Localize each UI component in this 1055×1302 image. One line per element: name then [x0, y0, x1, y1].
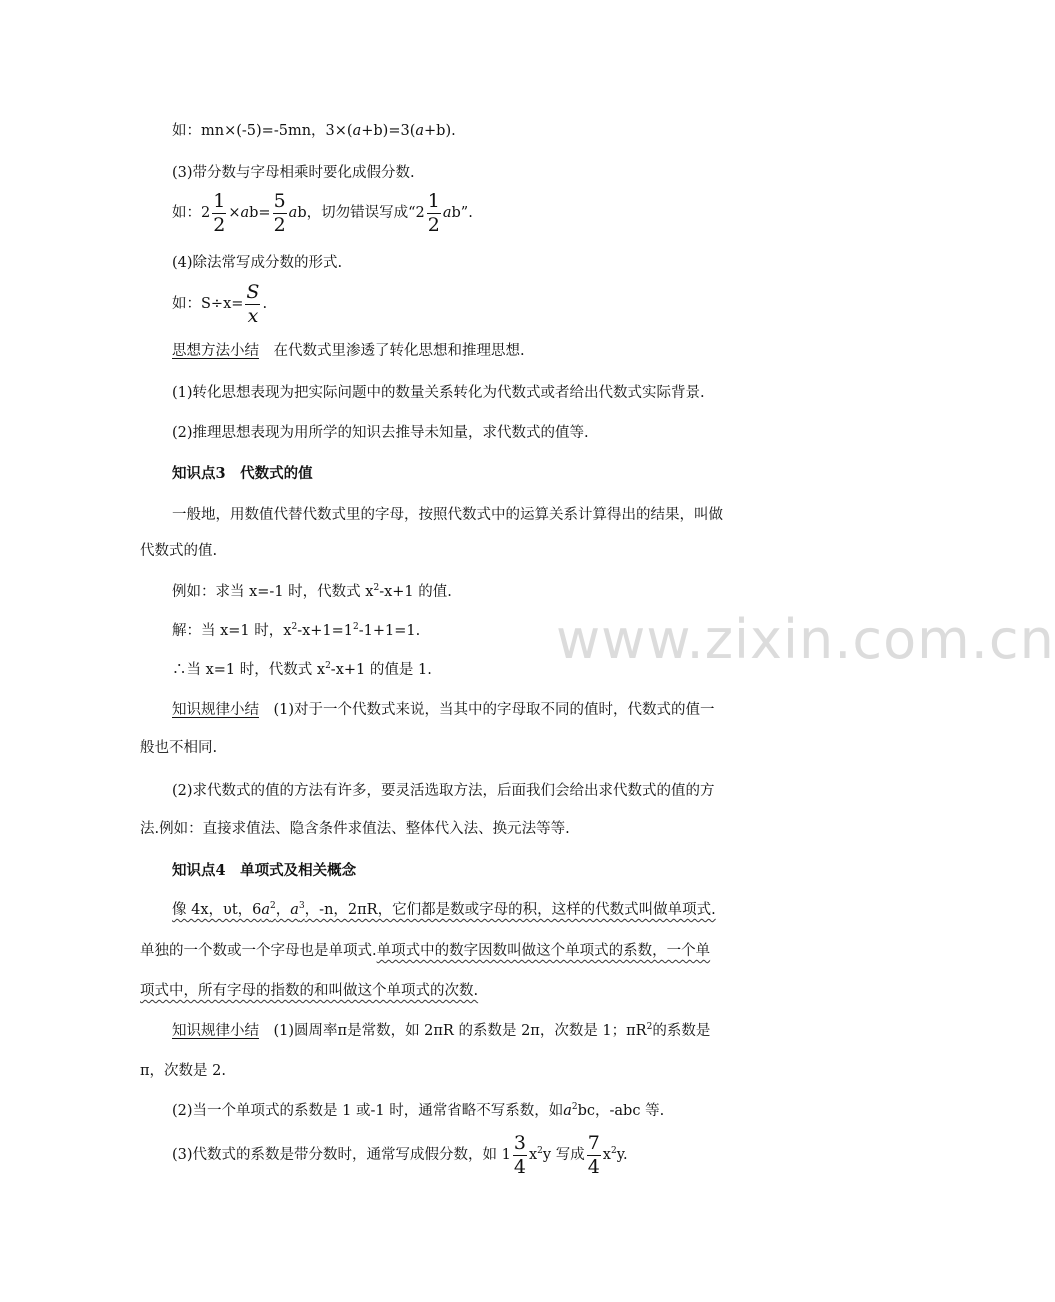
example-conclusion: ∴当 x=1 时，代数式 $x^2-x+1$ 的值是 1.	[172, 661, 432, 678]
rule-summary-4: (2)当一个单项式的系数是 1 或-1 时，通常省略不写系数，如$a^2bc$，-abc 等.	[172, 1102, 665, 1119]
method-summary: 思想方法小结 在代数式里渗透了转化思想和推理思想.	[172, 343, 525, 359]
example-line-1: 如：mn×(-5)=-5mn，3×(a+b)=3(a+b).	[172, 123, 456, 139]
example-question: 例如：求当 x=-1 时，代数式 $x^2-x+1$ 的值.	[172, 583, 452, 600]
rule-summary-label: 知识规律小结	[172, 702, 259, 718]
rule-3-mixed-number: (3)带分数与字母相乘时要化成假分数.	[172, 165, 415, 181]
fraction-3-4: $\frac{3}{4}$	[513, 1131, 526, 1178]
section-heading-3: 知识点3 代数式的值	[172, 465, 313, 482]
monomial-definition-3: 项式中，所有字母的指数的和叫做这个单项式的次数.	[140, 983, 479, 999]
example-mixed-number: 如：2 $\frac{1}{2}$ ×ab= $\frac{5}{2}$ ab，切勿错误写成“2 $\frac{1}{2}$ ab”.	[172, 189, 473, 236]
rule-summary-3: 知识规律小结 (1)圆周率π是常数，如 2πR 的系数是 2π，次数是 1；$\pi R^2$的系数是	[172, 1022, 711, 1039]
monomial-definition-2: 单独的一个数或一个字母也是单项式.单项式中的数字因数叫做这个单项式的系数，一个单	[140, 943, 711, 959]
rule-summary-5: (3)代数式的系数是带分数时，通常写成假分数，如 1 $\frac{3}{4}$ $x^2y$ 写成 $\frac{7}{4}$ $x^2y$.	[172, 1131, 628, 1178]
section-heading-4: 知识点4 单项式及相关概念	[172, 862, 357, 879]
fraction-1-2-wrong: $\frac{1}{2}$	[427, 189, 440, 236]
definition-line-2: 代数式的值.	[140, 543, 218, 559]
rule-summary-1-cont: 般也不相同.	[140, 740, 218, 756]
example-solution: 解：当 x=1 时，$x^2-x+1=1^2-1+1=1$.	[172, 622, 421, 639]
monomial-definition-1: 像 4x，υt，$6a^2$，$a^3$，-n，2πR，它们都是数或字母的积，这样的代数式叫做单项式.	[172, 901, 716, 918]
rule-summary-2-cont: 法.例如：直接求值法、隐含条件求值法、整体代入法、换元法等等.	[140, 821, 570, 837]
fraction-7-4: $\frac{7}{4}$	[587, 1131, 600, 1178]
rule-summary-3-cont: π，次数是 2.	[140, 1063, 226, 1079]
fraction-5-2: $\frac{5}{2}$	[273, 189, 286, 236]
rule-summary-label-2: 知识规律小结	[172, 1023, 259, 1039]
watermark-text: www.zixin.com.cn	[556, 608, 1055, 671]
rule-4-division: (4)除法常写成分数的形式.	[172, 255, 343, 271]
method-summary-2: (2)推理思想表现为用所学的知识去推导未知量，求代数式的值等.	[172, 425, 589, 441]
definition-line-1: 一般地，用数值代替代数式里的字母，按照代数式中的运算关系计算得出的结果，叫做	[172, 507, 723, 523]
fraction-1-2: $\frac{1}{2}$	[213, 189, 226, 236]
method-summary-label: 思想方法小结	[172, 343, 259, 359]
rule-summary-2: (2)求代数式的值的方法有许多，要灵活选取方法，后面我们会给出求代数式的值的方	[172, 783, 715, 799]
example-division: 如：S÷x= $\frac{S}{x}$ .	[172, 280, 268, 327]
rule-summary-1: 知识规律小结 (1)对于一个代数式来说，当其中的字母取不同的值时，代数式的值一	[172, 702, 715, 718]
method-summary-1: (1)转化思想表现为把实际问题中的数量关系转化为代数式或者给出代数式实际背景.	[172, 385, 705, 401]
fraction-s-over-x: $\frac{S}{x}$	[246, 280, 260, 327]
